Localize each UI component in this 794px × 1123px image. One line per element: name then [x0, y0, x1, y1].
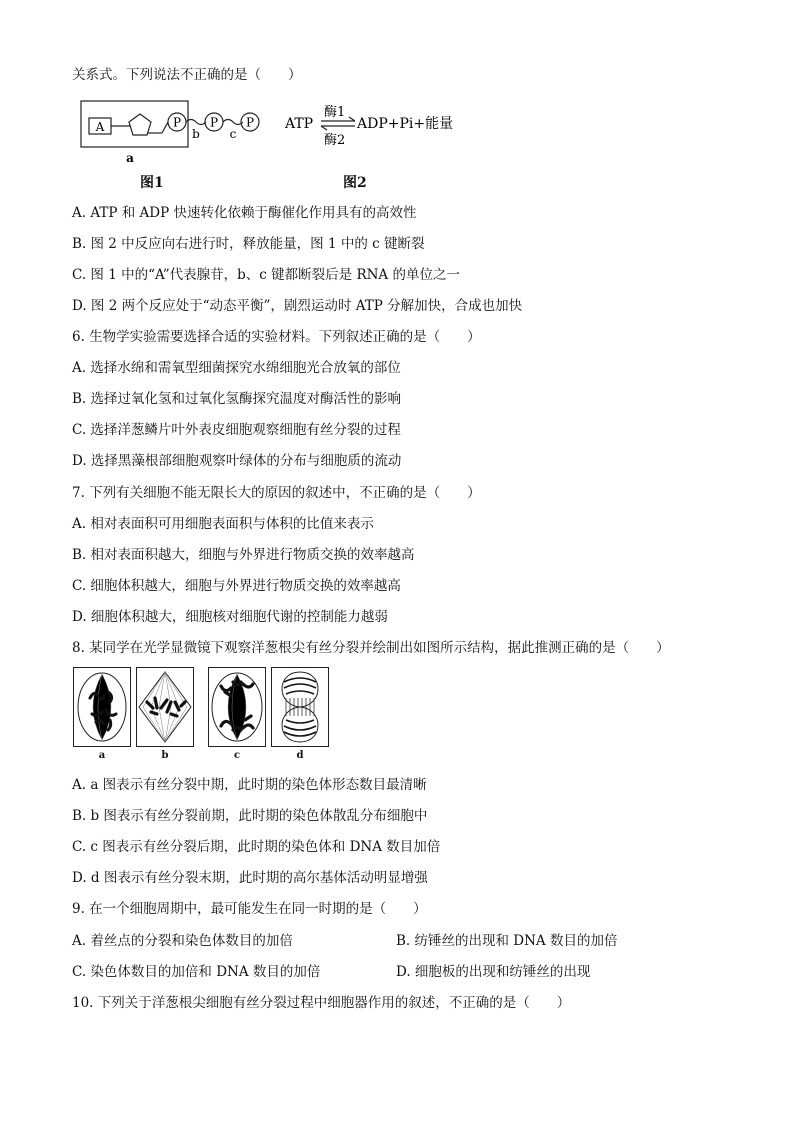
fig2-atp-label: ATP	[285, 116, 314, 132]
q6-option-a: A. 选择水绵和需氧型细菌探究水绵细胞光合放氧的部位	[72, 360, 401, 376]
fig1-bond-c-label: c	[229, 127, 237, 141]
cell-label-b: b	[161, 750, 169, 761]
q5-option-b: B. 图 2 中反应向右进行时，释放能量，图 1 中的 c 键断裂	[72, 236, 425, 252]
question-5-stem-tail: 关系式。下列说法不正确的是（ ）	[72, 67, 302, 83]
fig2-enzyme1-label: 酶1	[324, 105, 346, 120]
fig1-bond-b-label: b	[192, 127, 200, 141]
q6-option-d: D. 选择黑藻根部细胞观察叶绿体的分布与细胞质的流动	[72, 453, 402, 469]
q6-option-b: B. 选择过氧化氢和过氧化氢酶探究温度对酶活性的影响	[72, 391, 402, 407]
fig1-phosphate-1: P	[172, 115, 182, 130]
q7-stem: 7. 下列有关细胞不能无限长大的原因的叙述中，不正确的是（ ）	[72, 485, 481, 501]
q7-option-b: B. 相对表面积越大，细胞与外界进行物质交换的效率越高	[72, 547, 415, 563]
q8-option-c: C. c 图表示有丝分裂后期，此时期的染色体和 DNA 数目加倍	[72, 839, 441, 855]
q8-stem: 8. 某同学在光学显微镜下观察洋葱根尖有丝分裂并绘制出如图所示结构，据此推测正确的是（ ）	[72, 640, 670, 656]
q5-option-d: D. 图 2 两个反应处于“动态平衡”，剧烈运动时 ATP 分解加快，合成也加快	[72, 298, 523, 314]
q8-option-a: A. a 图表示有丝分裂中期，此时期的染色体形态数目最清晰	[72, 777, 427, 793]
figure-1-caption: 图1	[140, 175, 164, 191]
figure-2-caption: 图2	[343, 175, 367, 191]
fig1-bracket-a-label: a	[126, 151, 134, 165]
cell-label-a: a	[98, 750, 106, 761]
q5-option-a: A. ATP 和 ADP 快速转化依赖于酶催化作用具有的高效性	[72, 205, 417, 221]
figure-2-atp-reaction	[283, 100, 463, 152]
fig2-enzyme2-label: 酶2	[324, 133, 346, 148]
q8-option-d: D. d 图表示有丝分裂末期，此时期的高尔基体活动明显增强	[72, 870, 428, 886]
cell-label-d: d	[296, 750, 304, 761]
q9-option-a: A. 着丝点的分裂和染色体数目的加倍	[72, 933, 293, 949]
q6-stem: 6. 生物学实验需要选择合适的实验材料。下列叙述正确的是（ ）	[72, 329, 481, 345]
q9-option-d: D. 细胞板的出现和纺锤丝的出现	[396, 964, 591, 980]
fig1-phosphate-2: P	[209, 115, 219, 130]
fig2-products-label: ADP+Pi+能量	[357, 116, 454, 132]
cell-figure-a	[73, 667, 131, 747]
cell-figure-b	[136, 667, 194, 747]
cell-label-c: c	[233, 750, 241, 761]
fig1-adenine-label: A	[95, 120, 105, 134]
q7-option-a: A. 相对表面积可用细胞表面积与体积的比值来表示	[72, 516, 374, 532]
fig1-phosphate-3: P	[245, 115, 255, 130]
figure-1-atp-structure	[80, 100, 270, 170]
q10-stem: 10. 下列关于洋葱根尖细胞有丝分裂过程中细胞器作用的叙述，不正确的是（ ）	[72, 995, 571, 1011]
q6-option-c: C. 选择洋葱鳞片叶外表皮细胞观察细胞有丝分裂的过程	[72, 422, 401, 438]
q9-stem: 9. 在一个细胞周期中，最可能发生在同一时期的是（ ）	[72, 901, 427, 917]
q7-option-d: D. 细胞体积越大，细胞核对细胞代谢的控制能力越弱	[72, 609, 388, 625]
cell-figure-d	[271, 667, 329, 747]
q9-option-c: C. 染色体数目的加倍和 DNA 数目的加倍	[72, 964, 321, 980]
q7-option-c: C. 细胞体积越大，细胞与外界进行物质交换的效率越高	[72, 578, 401, 594]
cell-figure-c	[208, 667, 266, 747]
q9-option-b: B. 纺锤丝的出现和 DNA 数目的加倍	[396, 933, 618, 949]
q5-option-c: C. 图 1 中的“A”代表腺苷，b、c 键都断裂后是 RNA 的单位之一	[72, 267, 460, 283]
q8-option-b: B. b 图表示有丝分裂前期，此时期的染色体散乱分布细胞中	[72, 808, 428, 824]
